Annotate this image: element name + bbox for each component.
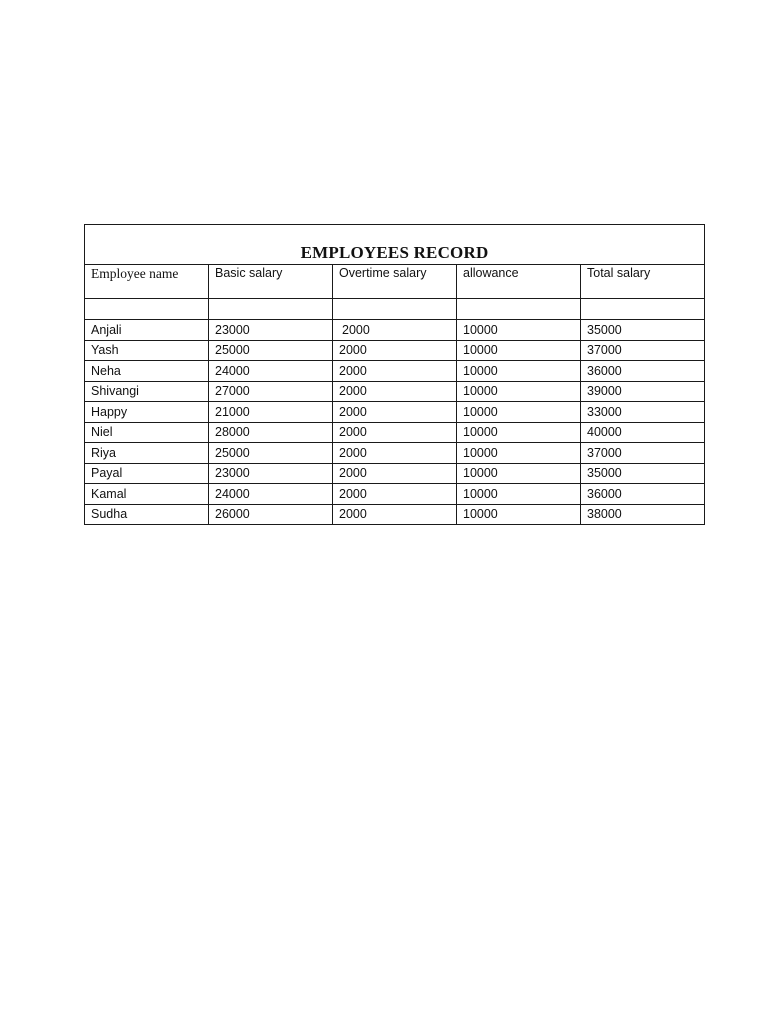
basic-salary-cell: 27000 <box>209 381 333 402</box>
table-row <box>85 340 705 361</box>
overtime-salary-cell: 2000 <box>333 320 457 341</box>
allowance-cell: 10000 <box>457 443 581 464</box>
overtime-salary-cell: 2000 <box>333 504 457 525</box>
employee-name-cell: Niel <box>85 422 209 443</box>
table-row <box>85 463 705 484</box>
basic-salary-cell: 23000 <box>209 320 333 341</box>
table-row <box>85 381 705 402</box>
allowance-cell: 10000 <box>457 463 581 484</box>
employees-record-table <box>84 224 705 525</box>
allowance-cell: 10000 <box>457 361 581 382</box>
allowance-cell: 10000 <box>457 504 581 525</box>
allowance-cell: 10000 <box>457 402 581 423</box>
overtime-salary-cell: 2000 <box>333 484 457 505</box>
title-row <box>85 225 705 265</box>
total-salary-cell: 36000 <box>581 361 705 382</box>
blank-cell <box>581 299 705 320</box>
allowance-cell: 10000 <box>457 484 581 505</box>
basic-salary-cell: 25000 <box>209 443 333 464</box>
total-salary-cell: 40000 <box>581 422 705 443</box>
employee-name-cell: Riya <box>85 443 209 464</box>
employee-name-cell: Sudha <box>85 504 209 525</box>
overtime-salary-cell: 2000 <box>333 340 457 361</box>
table-row <box>85 402 705 423</box>
employee-name-cell: Neha <box>85 361 209 382</box>
basic-salary-cell: 26000 <box>209 504 333 525</box>
employee-name-cell: Anjali <box>85 320 209 341</box>
basic-salary-cell: 24000 <box>209 484 333 505</box>
overtime-salary-cell: 2000 <box>333 381 457 402</box>
blank-cell <box>333 299 457 320</box>
total-salary-cell: 36000 <box>581 484 705 505</box>
total-salary-cell: 38000 <box>581 504 705 525</box>
employee-name-cell: Shivangi <box>85 381 209 402</box>
total-salary-cell: 37000 <box>581 443 705 464</box>
overtime-salary-cell: 2000 <box>333 422 457 443</box>
table-row <box>85 320 705 341</box>
overtime-salary-cell: 2000 <box>333 463 457 484</box>
blank-cell <box>457 299 581 320</box>
overtime-salary-cell: 2000 <box>333 361 457 382</box>
allowance-cell: 10000 <box>457 422 581 443</box>
total-salary-cell: 37000 <box>581 340 705 361</box>
basic-salary-cell: 21000 <box>209 402 333 423</box>
employee-name-cell: Happy <box>85 402 209 423</box>
table-row <box>85 361 705 382</box>
allowance-cell: 10000 <box>457 320 581 341</box>
employee-name-cell: Kamal <box>85 484 209 505</box>
employee-name-cell: Yash <box>85 340 209 361</box>
overtime-salary-cell: 2000 <box>333 443 457 464</box>
header-row <box>85 265 705 299</box>
table-row <box>85 484 705 505</box>
header-total-salary: Total salary <box>581 265 705 299</box>
blank-row <box>85 299 705 320</box>
basic-salary-cell: 23000 <box>209 463 333 484</box>
total-salary-cell: 33000 <box>581 402 705 423</box>
table-row <box>85 443 705 464</box>
basic-salary-cell: 28000 <box>209 422 333 443</box>
table-row <box>85 504 705 525</box>
header-allowance: allowance <box>457 265 581 299</box>
overtime-salary-cell: 2000 <box>333 402 457 423</box>
header-overtime-salary: Overtime salary <box>333 265 457 299</box>
blank-cell <box>85 299 209 320</box>
header-basic-salary: Basic salary <box>209 265 333 299</box>
basic-salary-cell: 25000 <box>209 340 333 361</box>
table-row <box>85 422 705 443</box>
header-employee-name: Employee name <box>85 265 209 299</box>
total-salary-cell: 35000 <box>581 320 705 341</box>
allowance-cell: 10000 <box>457 340 581 361</box>
total-salary-cell: 39000 <box>581 381 705 402</box>
blank-cell <box>209 299 333 320</box>
employee-name-cell: Payal <box>85 463 209 484</box>
allowance-cell: 10000 <box>457 381 581 402</box>
total-salary-cell: 35000 <box>581 463 705 484</box>
table-title: EMPLOYEES RECORD <box>85 225 705 265</box>
basic-salary-cell: 24000 <box>209 361 333 382</box>
